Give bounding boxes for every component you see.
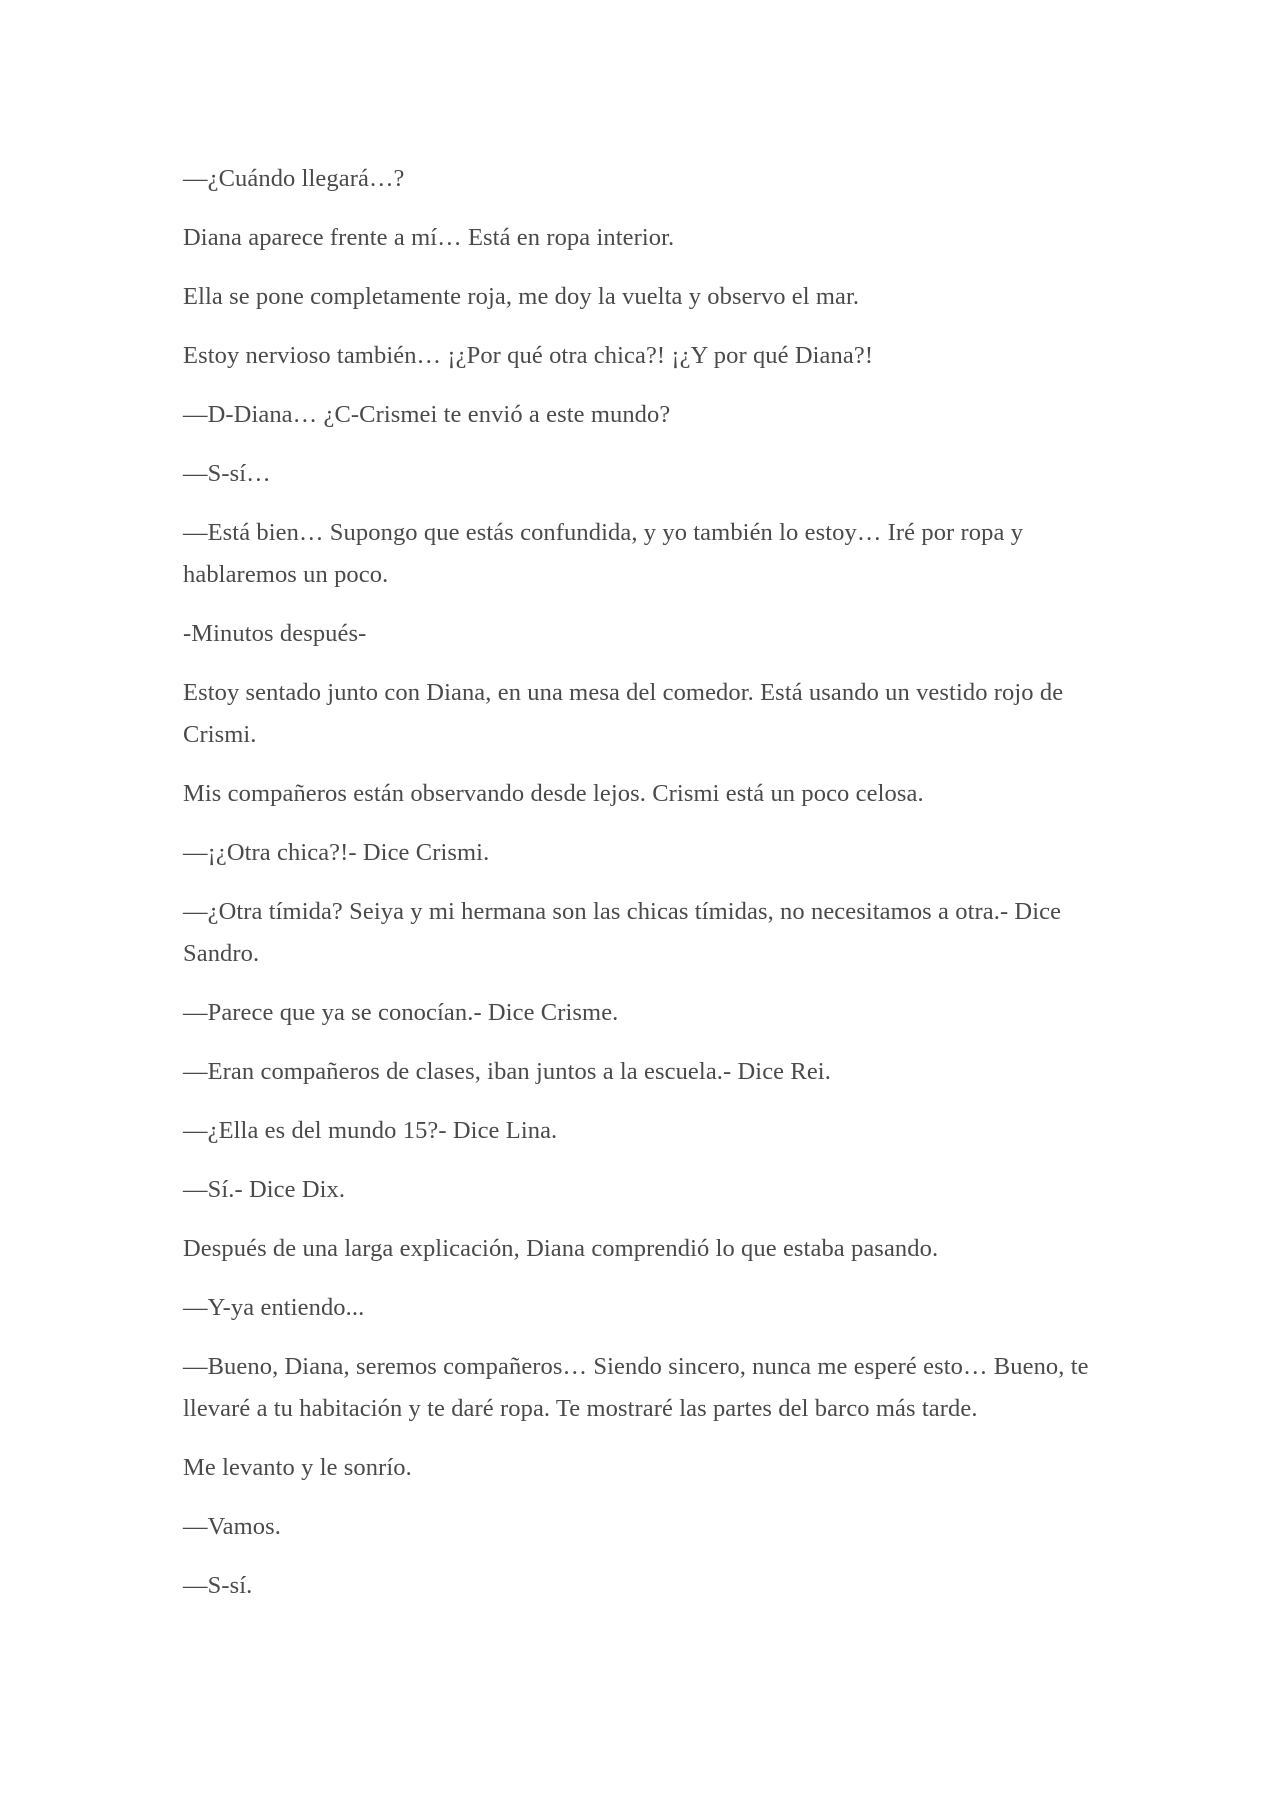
paragraph: —¿Ella es del mundo 15?- Dice Lina. (183, 1117, 558, 1144)
paragraph: Diana aparece frente a mí… Está en ropa interior. (183, 224, 675, 251)
paragraph: Me levanto y le sonrío. (183, 1454, 412, 1481)
paragraph: —S-sí… (183, 460, 271, 487)
paragraph: —Parece que ya se conocían.- Dice Crisme. (183, 999, 619, 1026)
paragraph: —D-Diana… ¿C-Crismei te envió a este mundo? (183, 401, 671, 428)
paragraph: —¿Cuándo llegará…? (183, 165, 405, 192)
paragraph: Después de una larga explicación, Diana comprendió lo que estaba pasando. (183, 1235, 939, 1262)
paragraph: —S-sí. (183, 1572, 253, 1599)
paragraph: —Eran compañeros de clases, iban juntos a la escuela.- Dice Rei. (183, 1058, 831, 1085)
paragraph: —Está bien… Supongo que estás confundida, y yo también lo estoy… Iré por ropa y hablaremos un poco. (183, 519, 1024, 588)
paragraph: —¡¿Otra chica?!- Dice Crismi. (183, 839, 490, 866)
paragraph: -Minutos después- (183, 620, 367, 647)
paragraph: Estoy sentado junto con Diana, en una mesa del comedor. Está usando un vestido rojo de Crismi. (183, 679, 1064, 748)
paragraph: —Vamos. (183, 1513, 282, 1540)
paragraph: Mis compañeros están observando desde lejos. Crismi está un poco celosa. (183, 780, 924, 807)
paragraph: —Bueno, Diana, seremos compañeros… Siendo sincero, nunca me esperé esto… Bueno, te llevaré a tu habitación y te daré ropa. Te mostraré las partes del barco más tarde. (183, 1353, 1089, 1422)
paragraph: —¿Otra tímida? Seiya y mi hermana son las chicas tímidas, no necesitamos a otra.- Dice Sandro. (183, 898, 1062, 967)
body-text (183, 158, 1103, 1624)
paragraph: —Y-ya entiendo... (183, 1294, 365, 1321)
paragraph: —Sí.- Dice Dix. (183, 1176, 346, 1203)
paragraph: Estoy nervioso también… ¡¿Por qué otra chica?! ¡¿Y por qué Diana?! (183, 342, 874, 369)
paragraph: Ella se pone completamente roja, me doy la vuelta y observo el mar. (183, 283, 860, 310)
